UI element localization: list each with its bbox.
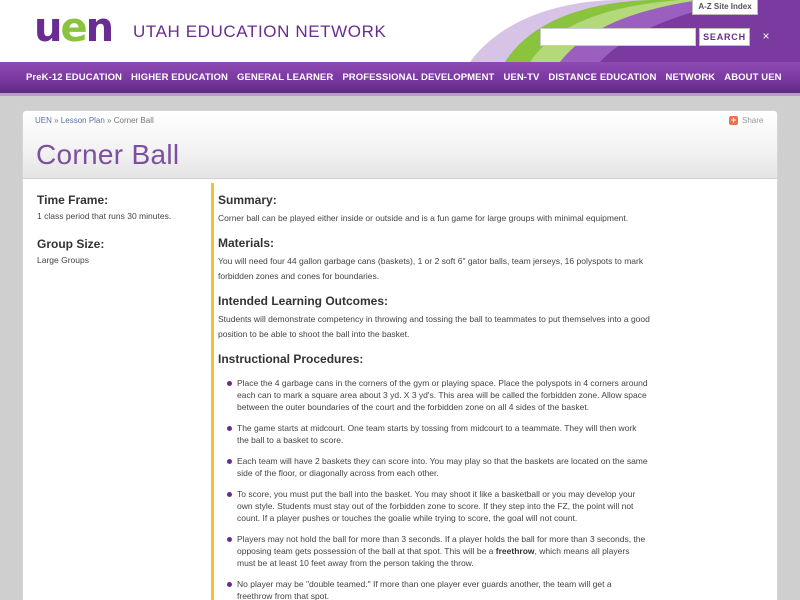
materials-heading: Materials: xyxy=(218,236,275,250)
content-panel xyxy=(22,110,778,600)
breadcrumb-current: Corner Ball xyxy=(113,116,154,125)
share-label: Share xyxy=(742,116,764,125)
summary-text: Corner ball can be played either inside or outside and is a fun game for large groups with minimal equipment. xyxy=(218,213,629,223)
uen-logo[interactable] xyxy=(34,6,112,50)
time-frame-value: 1 class period that runs 30 minutes. xyxy=(37,211,172,221)
breadcrumb xyxy=(35,116,154,125)
list-item xyxy=(218,578,648,600)
share-button[interactable] xyxy=(729,116,763,125)
logo-letter-e: e xyxy=(60,5,86,51)
close-icon[interactable]: × xyxy=(762,29,770,43)
column-divider xyxy=(211,183,214,600)
main-navigation xyxy=(0,62,800,96)
procedure-bold-term: freethrow xyxy=(495,546,535,556)
procedures-list xyxy=(218,377,670,600)
breadcrumb-link-lesson-plan[interactable]: Lesson Plan xyxy=(60,116,105,125)
nav-item-network[interactable]: NETWORK xyxy=(665,72,716,83)
procedure-text: Each team will have 2 baskets they can score into. You may play so that the baskets are located on the same side of the floor, or diagonally across from each other. xyxy=(237,456,648,478)
procedures-heading: Instructional Procedures: xyxy=(218,352,364,366)
nav-item-about-uen[interactable]: ABOUT UEN xyxy=(724,72,782,83)
group-size-heading: Group Size: xyxy=(37,237,105,251)
list-item xyxy=(218,455,648,479)
breadcrumb-link-uen[interactable]: UEN xyxy=(35,116,52,125)
az-site-index-link[interactable]: A-Z Site Index xyxy=(692,0,758,15)
breadcrumb-separator: » xyxy=(104,116,114,125)
nav-item-distance-education[interactable]: DISTANCE EDUCATION xyxy=(548,72,657,83)
nav-item-higher-education[interactable]: HIGHER EDUCATION xyxy=(131,72,228,83)
logo-letter-u: u xyxy=(34,5,61,51)
logo-letter-n: n xyxy=(85,5,113,51)
procedure-text-after: , which means all players must be at least 10 feet away from the person taking the throw. xyxy=(237,546,630,568)
lesson-info-sidebar xyxy=(37,193,207,281)
time-frame-heading: Time Frame: xyxy=(37,193,109,207)
page-title: Corner Ball xyxy=(36,139,180,170)
nav-item-general-learner[interactable]: GENERAL LEARNER xyxy=(236,72,334,83)
group-size-value: Large Groups xyxy=(37,255,89,265)
breadcrumb-separator: » xyxy=(51,116,61,125)
procedure-text-before: Players may not hold the ball for more than 3 seconds. If a player holds the ball for more than 3 seconds, the opposing team gets possession of the ball at that spot. This will be a xyxy=(237,534,646,556)
site-name[interactable]: UTAH EDUCATION NETWORK xyxy=(133,22,387,41)
procedure-text: Place the 4 garbage cans in the corners of the gym or playing space. Place the polyspots in 4 corners around each can to mark a square area about 3 yd. X 3 yd's. This area will be called the forbidden zone. Allow space between the outer boundaries of the court and the forbidden zone on all 4 sides of the basket. xyxy=(237,378,648,412)
procedure-text: To score, you must put the ball into the basket. You may shoot it like a basketball or you may develop your own style. Students must stay out of the forbidden zone to score. If they step into the FZ, the point will not count. If a player pushes or touches the goalie while trying to score, the goal will not count. xyxy=(237,489,636,523)
learning-outcomes-heading: Intended Learning Outcomes: xyxy=(218,294,389,308)
bullet-icon xyxy=(227,537,232,542)
title-band xyxy=(23,111,777,179)
bullet-icon xyxy=(227,381,232,386)
list-item xyxy=(218,488,648,524)
search-button[interactable]: SEARCH xyxy=(699,28,750,46)
list-item xyxy=(218,422,648,446)
materials-text: You will need four 44 gallon garbage cans (baskets), 1 or 2 soft 6" gator balls, team jerseys, 16 polyspots to mark forbidden zones and cones for boundaries. xyxy=(218,256,644,281)
procedure-text: The game starts at midcourt. One team starts by tossing from midcourt to a teammate. They will then work the ball to a basket to score. xyxy=(237,423,637,445)
search-input[interactable] xyxy=(540,28,696,46)
summary-heading: Summary: xyxy=(218,193,277,207)
learning-outcomes-text: Students will demonstrate competency in throwing and tossing the ball to teammates to put themselves into a good position to be able to shoot the ball into the basket. xyxy=(218,314,650,339)
list-item xyxy=(218,377,648,413)
nav-item-professional-development[interactable]: PROFESSIONAL DEVELOPMENT xyxy=(342,72,495,83)
lesson-main-content xyxy=(218,193,670,600)
site-header xyxy=(0,0,800,62)
bullet-icon xyxy=(227,459,232,464)
bullet-icon xyxy=(227,426,232,431)
share-icon: + xyxy=(730,115,737,125)
nav-item-prek12-education[interactable]: PreK-12 EDUCATION xyxy=(26,72,123,83)
procedure-text: No player may be "double teamed." If more than one player ever guards another, the team will get a freethrow from that spot. xyxy=(237,579,612,600)
bullet-icon xyxy=(227,582,232,587)
bullet-icon xyxy=(227,492,232,497)
nav-item-uen-tv[interactable]: UEN-TV xyxy=(503,72,540,83)
list-item xyxy=(218,533,648,569)
